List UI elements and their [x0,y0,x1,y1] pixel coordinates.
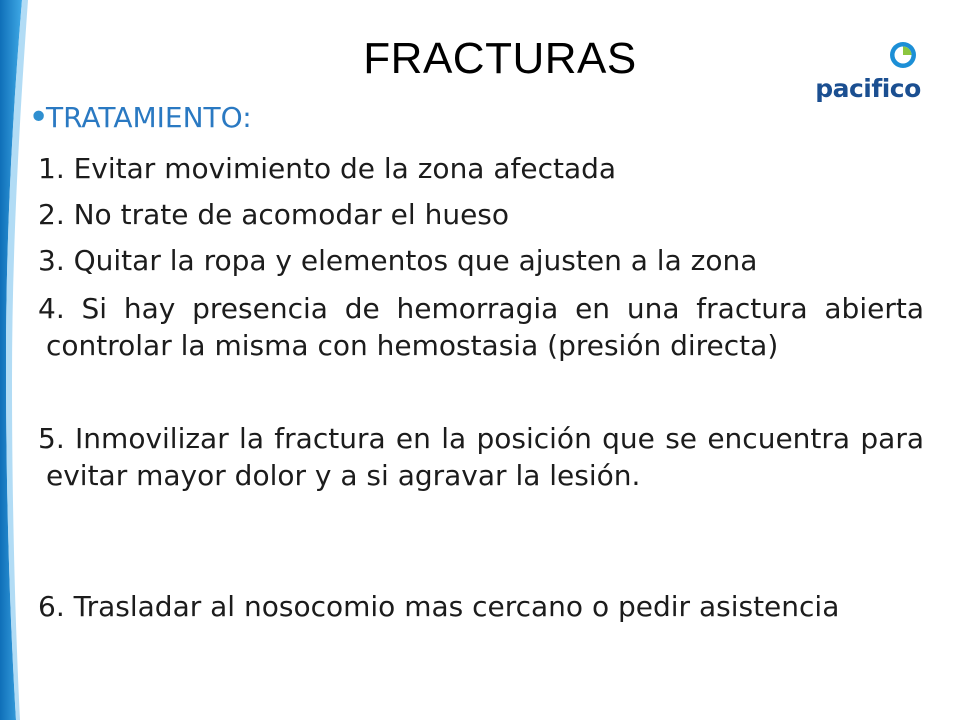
pacifico-logo [812,40,924,116]
treatment-step-4 [38,290,924,364]
treatment-step-2 [38,196,918,233]
step-1-text: 1. Evitar movimiento de la zona afectada [38,152,617,185]
treatment-step-3 [38,242,918,279]
step-5-text: 5. Inmovilizar la fractura en la posición que se encuentra para evitar mayor dolor y a si agravar la lesión. [38,422,924,492]
step-4-text: 4. Si hay presencia de hemorragia en una fractura abierta controlar la misma con hemostasia (presión directa) [38,292,924,362]
logo-text: pacifico [815,74,921,103]
pacifico-logo-icon [888,40,918,70]
section-heading: TRATAMIENTO: [46,101,252,134]
step-2-text: 2. No trate de acomodar el hueso [38,198,510,231]
step-6-text: 6. Trasladar al nosocomio mas cercano o pedir asistencia [38,590,840,623]
treatment-step-1 [38,150,918,187]
treatment-step-6 [38,588,924,625]
slide-title: FRACTURAS [363,34,637,83]
treatment-step-5 [38,420,924,494]
step-3-text: 3. Quitar la ropa y elementos que ajusten a la zona [38,244,758,277]
bullet-dot-icon: • [28,97,50,138]
